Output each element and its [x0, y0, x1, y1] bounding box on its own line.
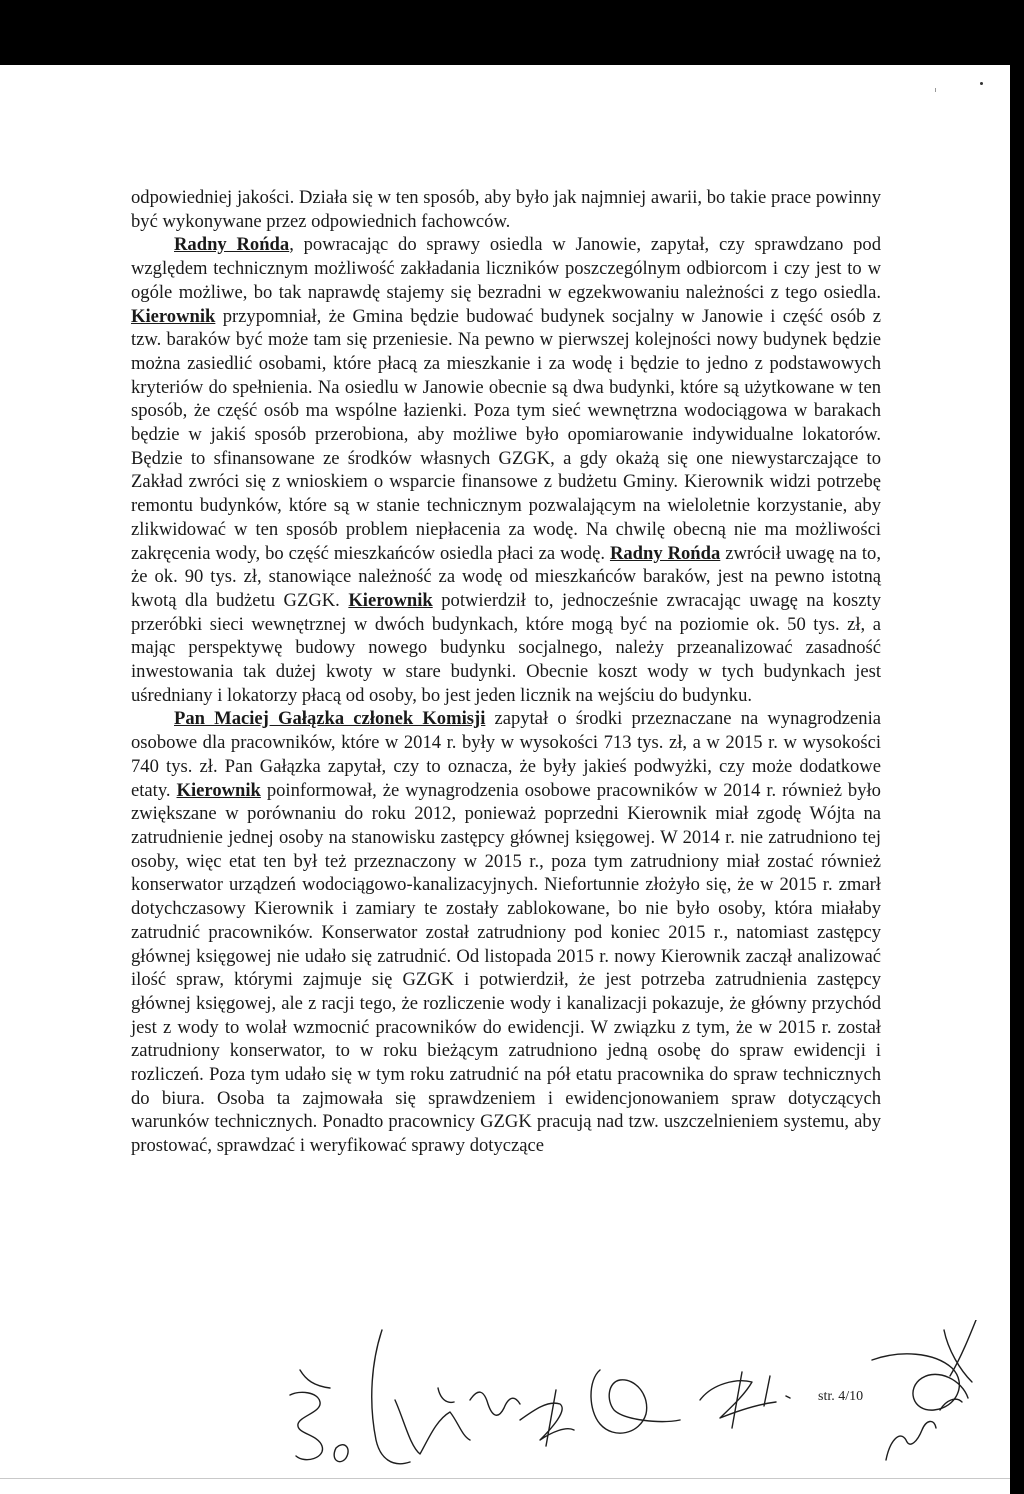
page-number: str. 4/10: [818, 1389, 864, 1404]
paragraph-text: zapytał o środki przeznaczane na wynagrodzenia osobowe dla pracowników, które w 2014 r. były w wysokości 713 tys. zł, a w 2015 r. w wysokości 740 tys. zł. Pan Gałązka zapytał, czy to oznacza, że były jakieś podwyżki, czy może dodatkowe etaty.: [131, 708, 881, 801]
paragraph-text: przypomniał, że Gmina będzie budować budynek socjalny w Janowie i część osób z tzw. baraków być może tam się przeniesie. Na pewno w pierwszej kolejności nowy budynek będzie można zasiedlić osobami, które płacą za mieszkanie i za wodę i będzie to jedno z podstawowych kryteriów do spełnienia. Na osiedlu w Janowie obecnie są dwa budynki, które są użytkowane w ten sposób, że część osób ma wspólne łazienki. Poza tym sieć wewnętrzna wodociągowa w barakach będzie w jakiś sposób przerobiona, aby możliwe było opomiarowanie indywidualne lokatorów. Będzie to sfinansowane ze środków własnych GZGK, a gdy okażą się one niewystarczające to Zakład zwróci się z wnioskiem o wsparcie finansowe z budżetu Gminy. Kierownik widzi potrzebę remontu budynków, które są w stanie technicznym pozwalającym na wieloletnie korzystanie, aby zlikwidować w ten sposób problem niepłacenia za wodę. Na chwilę obecną nie ma możliwości zakręcenia wody, bo część mieszkańców osiedla płaci za wodę.: [131, 305, 881, 564]
paragraph-text: odpowiedniej jakości. Działa się w ten sposób, aby było jak najmniej awarii, bo takie prace powinny być wykonywane przez odpowiednich fachowców.: [131, 187, 881, 232]
signatures: [0, 1320, 1010, 1494]
signature-mark: [438, 1388, 454, 1402]
document-body: [131, 186, 881, 1158]
signature-mark: [546, 1390, 556, 1446]
speaker-name: Kierownik: [131, 305, 216, 327]
paragraph: [131, 186, 881, 233]
paragraph-text: zwrócił uwagę na to, że ok. 90 tys. zł, stanowiące należność za wodę od mieszkańców baraków, jest na pewno istotną kwotą dla budżetu GZGK.: [131, 542, 881, 611]
signature-mark: [372, 1330, 410, 1464]
signature-mark: [950, 1320, 980, 1376]
signature-mark: [944, 1330, 972, 1382]
signature-mark: [334, 1445, 348, 1462]
paragraph: [131, 707, 881, 1157]
signature-mark: [886, 1421, 936, 1460]
scan-speck: [935, 88, 936, 92]
scan-border-top: [0, 0, 1024, 65]
signature-mark: [591, 1370, 680, 1433]
speaker-name: Kierownik: [348, 589, 433, 611]
scan-speck: [980, 82, 983, 85]
signature-mark: [290, 1392, 323, 1459]
speaker-name: Radny Rońda: [609, 542, 721, 564]
signature-mark: [764, 1376, 770, 1406]
signature-mark: [872, 1354, 968, 1410]
speaker-name: Kierownik: [176, 779, 261, 801]
paragraph: [131, 233, 881, 707]
signature-mark: [470, 1392, 520, 1415]
signature-mark: [700, 1381, 776, 1418]
signature-mark: [395, 1400, 470, 1454]
signature-mark: [786, 1396, 790, 1398]
paragraph-text: , powracając do sprawy osiedla w Janowie, zapytał, czy sprawdzano pod względem technicznym możliwość zakładania liczników poszczególnym odbiorcom i czy jest to w ogóle możliwe, bo tak naprawdę stajemy się bezradni w egzekwowaniu należności z tego osiedla.: [131, 234, 881, 303]
signature-mark: [520, 1403, 574, 1440]
speaker-name: Pan Maciej Gałązka członek Komisji: [174, 708, 486, 730]
paragraph-text: potwierdził to, jednocześnie zwracając uwagę na koszty przeróbki sieci wewnętrznej w dwóch budynkach, które mogą być na poziomie ok. 50 tys. zł, a mając perspektywę budowy nowego budynku socjalnego, należy przeanalizować zasadność inwestowania tak dużej kwoty w stare budynki. Obecnie koszt wody w tych budynkach jest uśredniany i lokatorzy płacą od osoby, bo jest jeden licznik na wejściu do budynku.: [131, 589, 881, 706]
paragraph-text: poinformował, że wynagrodzenia osobowe pracowników w 2014 r. również było zwiększane w porównaniu do roku 2012, ponieważ poprzedni Kierownik miał zgodę Wójta na zatrudnienie jednej osoby na stanowisku zastępcy głównej księgowej. W 2014 r. nie zatrudniono tej osoby, więc etat ten był też przeznaczony w 2015 r., poza tym zatrudniony miał zostać również konserwator urządzeń wodociągowo-kanalizacyjnych. Niefortunnie złożyło się, że w 2015 r. zmarł dotychczasowy Kierownik i zamiary te zostały zablokowane, bo nie było osoby, która miałaby zatrudnić pracowników. Konserwator został zatrudniony pod koniec 2015 r., natomiast zastępcy głównej księgowej nie udało się zatrudnić. Od listopada 2015 r. nowy Kierownik zaczął analizować ilość spraw, którymi zajmuje się GZGK i potwierdził, że jest potrzeba zatrudnienia zastępcy głównej księgowej, ale z racji tego, że rozliczenie wody i kanalizacji pokazuje, że główny przychód jest z wody to wolał wzmocnić pracowników do ewidencji. W związku z tym, że w 2015 r. został zatrudniony konserwator, to w roku bieżącym zatrudniono jedną osobę do spraw ewidencji i rozliczeń. Poza tym udało się w tym roku zatrudnić na pół etatu pracownika do spraw technicznych do biura. Osoba ta zajmowała się sprawdzeniem i ewidencjonowaniem spraw dotyczących warunków technicznych. Ponadto pracownicy GZGK pracują nad tzw. uszczelnieniem systemu, aby prostować, sprawdzać i weryfikować sprawy dotyczące: [131, 779, 881, 1157]
speaker-name: Radny Rońda: [174, 234, 290, 256]
signature-mark: [300, 1370, 330, 1388]
scan-border-right: [1010, 65, 1024, 1494]
